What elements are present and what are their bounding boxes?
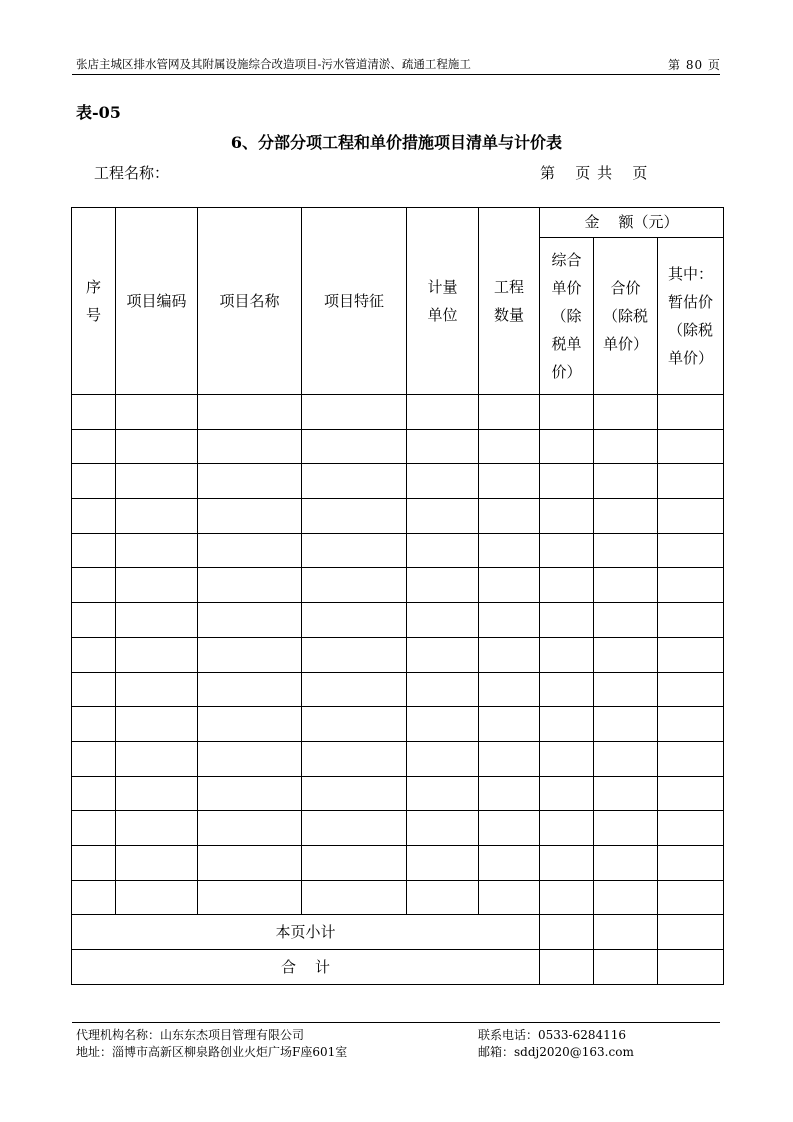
table-cell: [658, 603, 724, 638]
table-cell: [658, 672, 724, 707]
table-row: [72, 776, 724, 811]
table-cell: [658, 741, 724, 776]
table-cell: [116, 672, 198, 707]
table-cell: [594, 811, 658, 846]
table-cell: [479, 603, 540, 638]
table-cell: [594, 707, 658, 742]
table-cell: [658, 429, 724, 464]
table-cell: [540, 464, 594, 499]
table-cell: [594, 637, 658, 672]
table-cell: [72, 741, 116, 776]
table-cell: [116, 429, 198, 464]
table-cell: [407, 395, 479, 430]
table-cell: [540, 880, 594, 915]
table-cell: [594, 672, 658, 707]
table-cell: [72, 464, 116, 499]
table-cell: [479, 707, 540, 742]
pricing-table: [71, 207, 724, 985]
table-row: [72, 429, 724, 464]
table-cell: [407, 741, 479, 776]
table-cell: [198, 499, 302, 534]
table-cell: [479, 741, 540, 776]
table-cell: [658, 811, 724, 846]
table-cell: [479, 568, 540, 603]
table-cell: [407, 880, 479, 915]
col-provisional-header: 其中： 暂估价 （除税 单价）: [658, 238, 724, 395]
table-cell: [72, 533, 116, 568]
table-cell: [407, 672, 479, 707]
subtotal-cell: [594, 915, 658, 950]
table-cell: [116, 707, 198, 742]
table-cell: [479, 464, 540, 499]
table-cell: [479, 395, 540, 430]
table-cell: [594, 880, 658, 915]
table-cell: [302, 741, 407, 776]
table-cell: [72, 880, 116, 915]
table-cell: [407, 499, 479, 534]
table-cell: [198, 637, 302, 672]
table-cell: [72, 603, 116, 638]
footer-agency: 代理机构名称：山东东杰项目管理有限公司: [76, 1028, 305, 1042]
table-cell: [479, 776, 540, 811]
table-cell: [540, 776, 594, 811]
table-cell: [198, 811, 302, 846]
table-cell: [479, 845, 540, 880]
col-name-header: 项目名称: [198, 208, 302, 395]
table-cell: [540, 568, 594, 603]
table-cell: [407, 429, 479, 464]
table-cell: [72, 845, 116, 880]
table-cell: [407, 533, 479, 568]
total-label: 合 计: [72, 950, 540, 985]
col-qty-header: 工程 数量: [479, 208, 540, 395]
table-cell: [72, 499, 116, 534]
table-cell: [116, 845, 198, 880]
table-cell: [302, 880, 407, 915]
table-cell: [407, 707, 479, 742]
table-cell: [198, 845, 302, 880]
table-cell: [594, 429, 658, 464]
table-cell: [540, 707, 594, 742]
table-cell: [302, 672, 407, 707]
table-cell: [479, 811, 540, 846]
table-cell: [116, 741, 198, 776]
table-row: [72, 568, 724, 603]
table-cell: [540, 499, 594, 534]
table-cell: [658, 568, 724, 603]
col-code-header: 项目编码: [116, 208, 198, 395]
table-row: [72, 672, 724, 707]
table-cell: [407, 811, 479, 846]
table-cell: [479, 533, 540, 568]
table-cell: [198, 603, 302, 638]
table-cell: [302, 568, 407, 603]
table-cell: [407, 776, 479, 811]
table-cell: [116, 499, 198, 534]
table-cell: [540, 637, 594, 672]
table-cell: [302, 637, 407, 672]
table-cell: [198, 464, 302, 499]
table-cell: [198, 429, 302, 464]
table-cell: [302, 395, 407, 430]
table-cell: [658, 776, 724, 811]
table-cell: [72, 637, 116, 672]
table-cell: [198, 533, 302, 568]
table-cell: [198, 741, 302, 776]
table-cell: [72, 429, 116, 464]
subtotal-cell: [658, 915, 724, 950]
col-seq-header: 序 号: [72, 208, 116, 395]
table-row: [72, 845, 724, 880]
table-cell: [72, 776, 116, 811]
table-cell: [407, 603, 479, 638]
col-unit-header: 计量 单位: [407, 208, 479, 395]
table-cell: [658, 395, 724, 430]
table-cell: [72, 811, 116, 846]
table-cell: [116, 637, 198, 672]
table-cell: [116, 880, 198, 915]
table-cell: [116, 533, 198, 568]
table-cell: [594, 499, 658, 534]
table-cell: [540, 533, 594, 568]
table-cell: [116, 603, 198, 638]
footer-phone: 联系电话：0533-6284116: [478, 1028, 627, 1042]
page-count-label: 第 页 共 页: [540, 164, 648, 182]
table-cell: [116, 395, 198, 430]
table-cell: [116, 568, 198, 603]
table-row: [72, 395, 724, 430]
total-cell: [658, 950, 724, 985]
table-cell: [594, 464, 658, 499]
table-row: [72, 637, 724, 672]
table-cell: [198, 707, 302, 742]
table-cell: [594, 395, 658, 430]
table-cell: [116, 464, 198, 499]
table-cell: [540, 845, 594, 880]
table-cell: [594, 603, 658, 638]
footer-divider: [72, 1022, 720, 1023]
table-cell: [302, 811, 407, 846]
table-cell: [658, 533, 724, 568]
table-cell: [540, 672, 594, 707]
table-row: [72, 464, 724, 499]
table-cell: [658, 499, 724, 534]
table-cell: [302, 707, 407, 742]
table-cell: [540, 395, 594, 430]
footer-address: 地址：淄博市高新区柳泉路创业火炬广场F座601室: [76, 1045, 348, 1059]
table-cell: [302, 845, 407, 880]
col-total-header: 合价 （除税 单价）: [594, 238, 658, 395]
table-cell: [72, 672, 116, 707]
table-cell: [302, 533, 407, 568]
table-cell: [658, 707, 724, 742]
table-cell: [407, 637, 479, 672]
table-row: [72, 741, 724, 776]
table-cell: [540, 811, 594, 846]
footer-email: 邮箱：sddj2020@163.com: [478, 1045, 634, 1059]
table-cell: [198, 672, 302, 707]
table-cell: [540, 429, 594, 464]
table-cell: [116, 776, 198, 811]
table-cell: [72, 707, 116, 742]
table-cell: [302, 499, 407, 534]
total-cell: [540, 950, 594, 985]
total-cell: [594, 950, 658, 985]
table-cell: [594, 741, 658, 776]
table-cell: [302, 464, 407, 499]
table-cell: [302, 429, 407, 464]
table-row: [72, 533, 724, 568]
header-project: 张店主城区排水管网及其附属设施综合改造项目-污水管道清淤、疏通工程施工: [76, 57, 471, 71]
table-cell: [594, 568, 658, 603]
table-cell: [658, 845, 724, 880]
table-cell: [72, 395, 116, 430]
table-cell: [594, 845, 658, 880]
table-cell: [658, 464, 724, 499]
table-cell: [479, 672, 540, 707]
table-cell: [302, 776, 407, 811]
table-cell: [198, 395, 302, 430]
table-cell: [479, 429, 540, 464]
table-id: 表-05: [76, 103, 121, 122]
table-row: [72, 707, 724, 742]
table-cell: [540, 603, 594, 638]
table-cell: [198, 880, 302, 915]
project-name-label: 工程名称：: [94, 164, 170, 182]
subtotal-cell: [540, 915, 594, 950]
table-cell: [72, 568, 116, 603]
col-unit-price-header: 综合 单价 （除 税单 价）: [540, 238, 594, 395]
table-row: [72, 811, 724, 846]
header-page-number: 第 80 页: [668, 58, 721, 72]
table-row: [72, 603, 724, 638]
table-cell: [407, 845, 479, 880]
table-cell: [198, 568, 302, 603]
table-cell: [479, 499, 540, 534]
col-feature-header: 项目特征: [302, 208, 407, 395]
table-row: [72, 880, 724, 915]
table-cell: [116, 811, 198, 846]
table-cell: [198, 776, 302, 811]
table-cell: [407, 464, 479, 499]
table-cell: [479, 880, 540, 915]
col-amount-header: 金 额（元）: [540, 208, 724, 238]
table-cell: [407, 568, 479, 603]
header-divider: [72, 74, 720, 75]
table-cell: [594, 776, 658, 811]
page-title: 6、分部分项工程和单价措施项目清单与计价表: [230, 133, 563, 152]
table-row: [72, 499, 724, 534]
subtotal-label: 本页小计: [72, 915, 540, 950]
table-cell: [540, 741, 594, 776]
table-cell: [658, 637, 724, 672]
table-cell: [594, 533, 658, 568]
table-cell: [658, 880, 724, 915]
table-cell: [302, 603, 407, 638]
table-cell: [479, 637, 540, 672]
